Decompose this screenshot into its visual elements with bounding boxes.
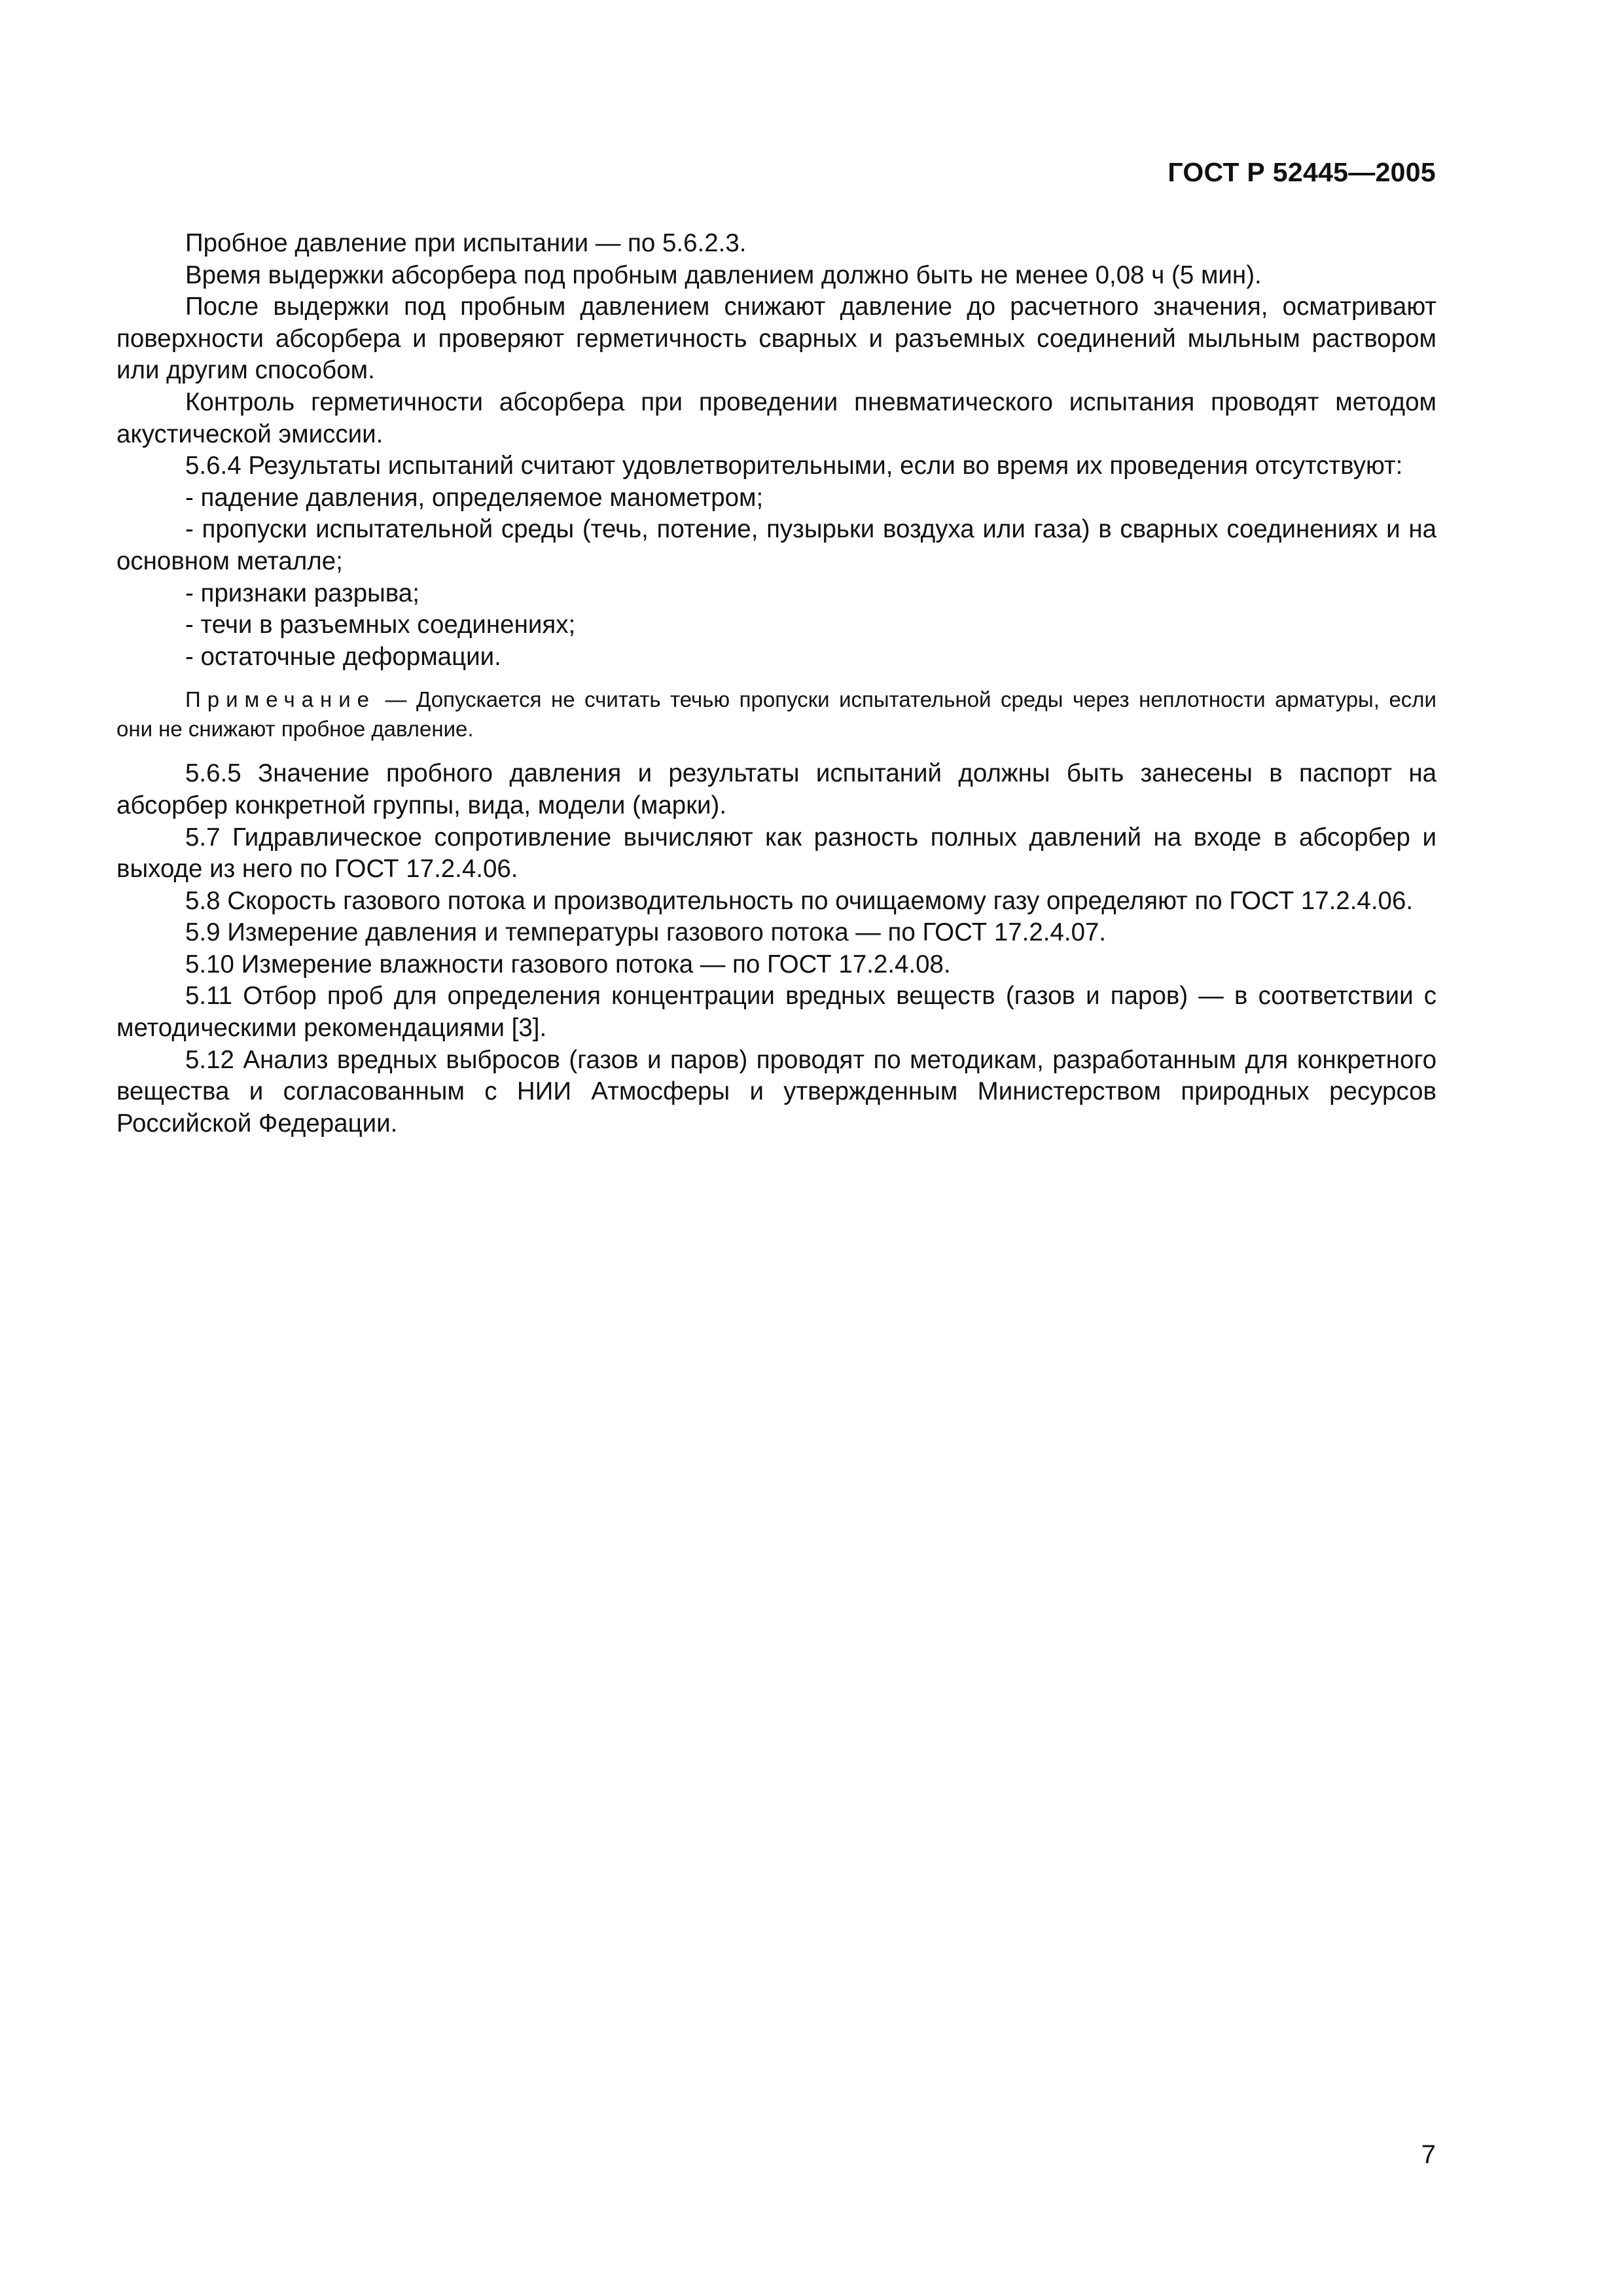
paragraph-holding-time: Время выдержки абсорбера под пробным давлением должно быть не менее 0,08 ч (5 мин). — [185, 260, 1262, 289]
paragraph-5-9: 5.9 Измерение давления и температуры газового потока — по ГОСТ 17.2.4.07. — [185, 918, 1107, 947]
paragraph-test-pressure: Пробное давление при испытании — по 5.6.2.3. — [185, 229, 747, 257]
page-number: 7 — [1421, 2140, 1436, 2169]
note-block — [116, 685, 1436, 744]
paragraph-5-6-5: 5.6.5 Значение пробного давления и результаты испытаний должны быть занесены в паспорт на абсорбер конкретной группы, вида, модели (марки). — [116, 759, 1436, 819]
paragraph-inspection: После выдержки под пробным давлением снижают давление до расчетного значения, осматривают поверхности абсорбера и проверяют герметичность сварных и разъемных соединений мыльным раствором или другим способом. — [116, 293, 1436, 385]
paragraph-5-10: 5.10 Измерение влажности газового потока — по ГОСТ 17.2.4.08. — [185, 950, 951, 978]
list-item: - падение давления, определяемое манометром; — [185, 483, 764, 512]
paragraph-5-8: 5.8 Скорость газового потока и производительность по очищаемому газу определяют по ГОСТ 17.2.4.06. — [185, 886, 1414, 915]
note-text: — Допускается не считать течью пропуски испытательной среды через неплотности арматуры, если они не снижают пробное давление. — [116, 687, 1436, 742]
note-label: Примечание — [185, 687, 376, 712]
paragraph-5-11: 5.11 Отбор проб для определения концентрации вредных веществ (газов и паров) — в соответствии с методическими рекомендациями [3]. — [116, 982, 1436, 1043]
paragraph-acoustic-emission: Контроль герметичности абсорбера при проведении пневматического испытания проводят методом акустической эмиссии. — [116, 387, 1436, 448]
document-code-header: ГОСТ Р 52445—2005 — [1168, 157, 1436, 187]
paragraph-5-6-4: 5.6.4 Результаты испытаний считают удовлетворительными, если во время их проведения отсутствуют: — [185, 452, 1403, 480]
paragraph-5-7: 5.7 Гидравлическое сопротивление вычисляют как разность полных давлений на входе в абсорбер и выходе из него по ГОСТ 17.2.4.06. — [116, 823, 1436, 884]
list-item: - пропуски испытательной среды (течь, потение, пузырьки воздуха или газа) в сварных соединениях и на основном металле; — [116, 515, 1436, 575]
list-item: - признаки разрыва; — [185, 579, 419, 607]
list-item: - остаточные деформации. — [185, 642, 501, 671]
document-body — [116, 228, 1436, 1139]
paragraph-5-12: 5.12 Анализ вредных выбросов (газов и паров) проводят по методикам, разработанным для конкретного вещества и согласованным с НИИ Атмосферы и утвержденным Министерством природных ресурсов Российской Федерации. — [116, 1045, 1436, 1138]
list-item: - течи в разъемных соединениях; — [185, 611, 576, 639]
